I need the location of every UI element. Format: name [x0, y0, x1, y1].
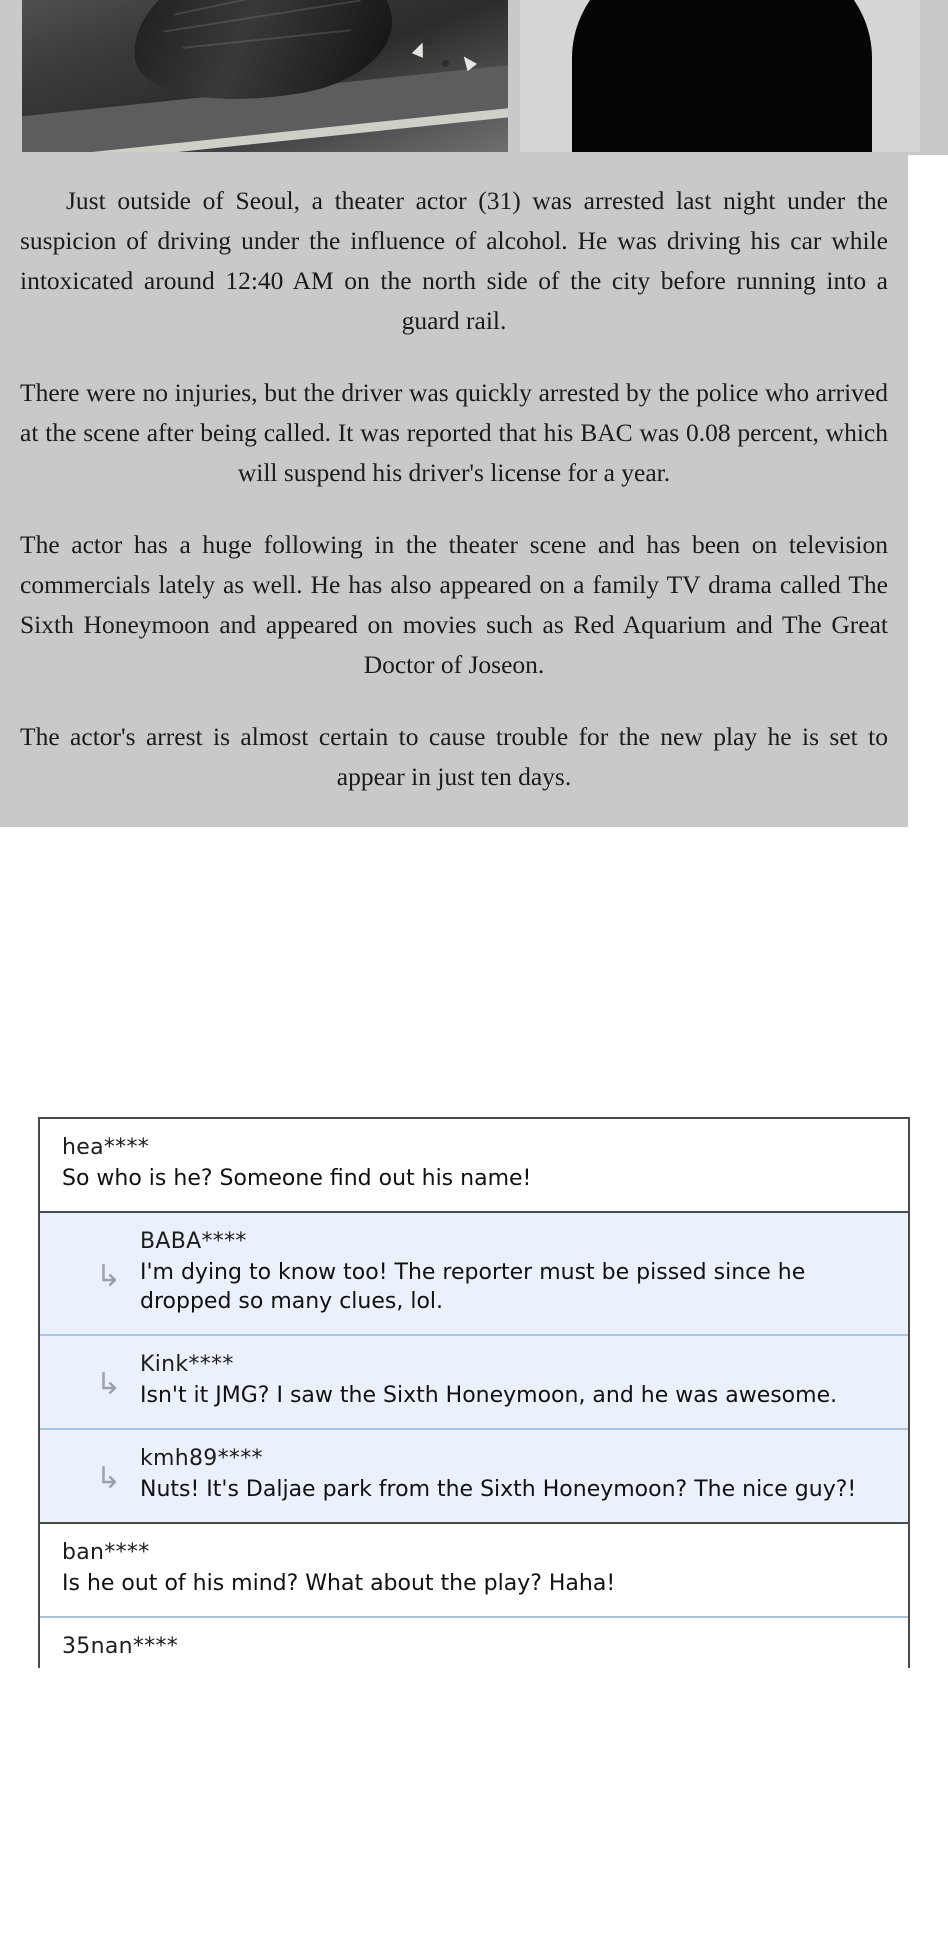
figure-silhouette — [572, 0, 872, 152]
article-paragraph-2: There were no injuries, but the driver was quickly arrested by the police who arrived at the scene after being called. It was reported that his BAC was 0.08 percent, which will suspend his driver's license for a year. — [20, 378, 888, 487]
comment-body: Nuts! It's Daljae park from the Sixth Honeymoon? The nice guy?! — [140, 1477, 857, 1502]
comment-reply-item[interactable] — [40, 1213, 908, 1336]
debris-piece — [442, 60, 449, 67]
comment-body: So who is he? Someone find out his name! — [62, 1166, 532, 1191]
article-paragraph-1: Just outside of Seoul, a theater actor (31) was arrested last night under the suspicion of driving under the influence of alcohol. He was driving his car while intoxicated around 12:40 AM on the north side of the city before running into a guard rail. — [20, 186, 888, 335]
comment-reply-item[interactable] — [40, 1430, 908, 1524]
comment-item[interactable] — [40, 1119, 908, 1213]
comment-author: ban**** — [62, 1540, 150, 1565]
comment-body: I'm dying to know too! The reporter must be pissed since he dropped so many clues, lol. — [140, 1260, 806, 1314]
article-paragraph-4: The actor's arrest is almost certain to cause trouble for the new play he is set to appear in just ten days. — [20, 722, 888, 791]
page-spacer — [0, 827, 948, 1117]
reply-arrow-icon: ↳ — [96, 1462, 122, 1495]
news-article — [0, 155, 908, 827]
comment-author: kmh89**** — [140, 1446, 263, 1471]
comment-item[interactable] — [40, 1618, 908, 1668]
comment-author: Kink**** — [140, 1352, 234, 1377]
comment-author: 35nan**** — [62, 1634, 179, 1659]
comic-panel-right — [520, 0, 920, 152]
comment-author: BABA**** — [140, 1229, 247, 1254]
article-paragraph-3: The actor has a huge following in the theater scene and has been on television commercials lately as well. He has also appeared on a family TV drama called The Sixth Honeymoon and appeared on movies such as Red Aquarium and The Great Doctor of Joseon. — [20, 530, 888, 679]
comment-list — [38, 1117, 910, 1668]
comment-item[interactable] — [40, 1524, 908, 1618]
comment-body: Is he out of his mind? What about the play? Haha! — [62, 1571, 616, 1596]
reply-arrow-icon: ↳ — [96, 1368, 122, 1401]
comic-panel-left — [22, 0, 508, 152]
comment-reply-item[interactable] — [40, 1336, 908, 1430]
comic-panel-strip — [0, 0, 948, 155]
glass-shard — [412, 40, 428, 57]
comment-author: hea**** — [62, 1135, 150, 1160]
reply-arrow-icon: ↳ — [96, 1259, 122, 1293]
comment-body: Isn't it JMG? I saw the Sixth Honeymoon, and he was awesome. — [140, 1383, 838, 1408]
